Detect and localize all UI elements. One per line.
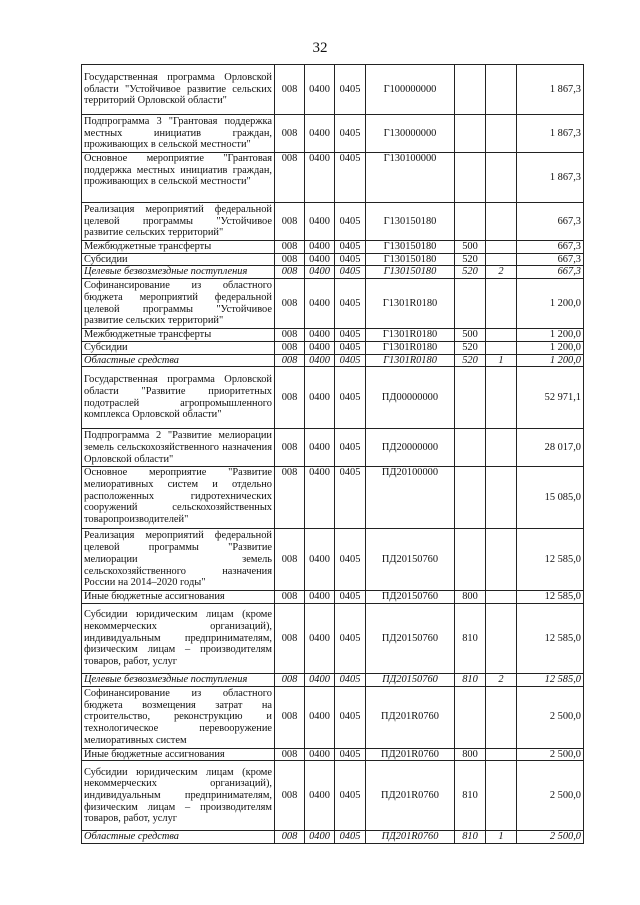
cell-expense-type xyxy=(455,279,486,329)
row-name: Подпрограмма 2 "Развитие мелиорации земель сельскохозяйственного назначения Орловской области" xyxy=(82,429,275,467)
cell-amount: 1 200,0 xyxy=(517,354,584,367)
cell-section: 0400 xyxy=(305,748,335,761)
cell-expense-type: 800 xyxy=(455,748,486,761)
cell-target-article: Г1301R0180 xyxy=(366,329,455,342)
budget-table xyxy=(81,64,584,844)
row-name: Иные бюджетные ассигнования xyxy=(82,591,275,604)
cell-expense-type xyxy=(455,203,486,241)
cell-amount: 1 200,0 xyxy=(517,329,584,342)
cell-section: 0400 xyxy=(305,831,335,844)
cell-section: 0400 xyxy=(305,761,335,831)
row-name: Областные средства xyxy=(82,831,275,844)
table-row xyxy=(82,673,584,686)
cell-subsection: 0405 xyxy=(335,266,366,279)
cell-section: 0400 xyxy=(305,529,335,591)
table-row xyxy=(82,329,584,342)
cell-subsection: 0405 xyxy=(335,686,366,748)
cell-funding-source xyxy=(486,341,517,354)
cell-expense-type: 520 xyxy=(455,341,486,354)
cell-target-article: ПД201R0760 xyxy=(366,761,455,831)
cell-amount: 2 500,0 xyxy=(517,831,584,844)
cell-section: 0400 xyxy=(305,341,335,354)
cell-target-article: Г1301R0180 xyxy=(366,279,455,329)
row-name: Межбюджетные трансферты xyxy=(82,241,275,254)
cell-target-article: Г130100000 xyxy=(366,153,455,203)
table-row xyxy=(82,686,584,748)
table-row xyxy=(82,341,584,354)
cell-grbs: 008 xyxy=(275,203,305,241)
cell-target-article: ПД201R0760 xyxy=(366,831,455,844)
table-row xyxy=(82,591,584,604)
cell-funding-source: 1 xyxy=(486,831,517,844)
cell-grbs: 008 xyxy=(275,153,305,203)
cell-target-article: Г130000000 xyxy=(366,115,455,153)
cell-grbs: 008 xyxy=(275,673,305,686)
cell-expense-type: 810 xyxy=(455,673,486,686)
row-name: Целевые безвозмездные поступления xyxy=(82,266,275,279)
cell-amount: 12 585,0 xyxy=(517,673,584,686)
table-row xyxy=(82,748,584,761)
cell-expense-type xyxy=(455,115,486,153)
cell-grbs: 008 xyxy=(275,266,305,279)
cell-expense-type: 800 xyxy=(455,591,486,604)
table-row xyxy=(82,203,584,241)
table-row xyxy=(82,761,584,831)
cell-grbs: 008 xyxy=(275,253,305,266)
table-row xyxy=(82,153,584,203)
cell-section: 0400 xyxy=(305,467,335,529)
table-row xyxy=(82,467,584,529)
cell-subsection: 0405 xyxy=(335,203,366,241)
cell-expense-type xyxy=(455,65,486,115)
row-name: Субсидии xyxy=(82,341,275,354)
cell-expense-type xyxy=(455,429,486,467)
cell-amount: 2 500,0 xyxy=(517,686,584,748)
row-name: Подпрограмма 3 "Грантовая поддержка местных инициатив граждан, проживающих в сельской местности" xyxy=(82,115,275,153)
cell-section: 0400 xyxy=(305,591,335,604)
cell-target-article: ПД20150760 xyxy=(366,603,455,673)
cell-grbs: 008 xyxy=(275,591,305,604)
cell-subsection: 0405 xyxy=(335,761,366,831)
budget-table-body xyxy=(82,65,584,844)
cell-target-article: ПД201R0760 xyxy=(366,748,455,761)
row-name: Государственная программа Орловской области "Развитие приоритетных подотраслей агропромышленного комплекса Орловской области" xyxy=(82,367,275,429)
cell-section: 0400 xyxy=(305,279,335,329)
row-name: Реализация мероприятий федеральной целевой программы "Устойчивое развитие сельских территорий" xyxy=(82,203,275,241)
row-name: Целевые безвозмездные поступления xyxy=(82,673,275,686)
cell-subsection: 0405 xyxy=(335,367,366,429)
cell-funding-source xyxy=(486,253,517,266)
cell-section: 0400 xyxy=(305,115,335,153)
table-row xyxy=(82,65,584,115)
cell-amount: 52 971,1 xyxy=(517,367,584,429)
cell-amount: 15 085,0 xyxy=(517,467,584,529)
row-name: Иные бюджетные ассигнования xyxy=(82,748,275,761)
cell-section: 0400 xyxy=(305,266,335,279)
row-name: Софинансирование из областного бюджета возмещения затрат на строительство, реконструкцию и технологическое перевооружение мелиоративных систем xyxy=(82,686,275,748)
cell-target-article: ПД20100000 xyxy=(366,467,455,529)
cell-section: 0400 xyxy=(305,429,335,467)
row-name: Основное мероприятие "Грантовая поддержка местных инициатив граждан, проживающих в сельской местности" xyxy=(82,153,275,203)
cell-target-article: ПД20150760 xyxy=(366,673,455,686)
cell-section: 0400 xyxy=(305,603,335,673)
cell-grbs: 008 xyxy=(275,748,305,761)
cell-funding-source xyxy=(486,115,517,153)
cell-expense-type: 500 xyxy=(455,329,486,342)
cell-expense-type: 500 xyxy=(455,241,486,254)
cell-grbs: 008 xyxy=(275,467,305,529)
cell-target-article: ПД20150760 xyxy=(366,591,455,604)
cell-amount: 1 200,0 xyxy=(517,341,584,354)
cell-amount: 1 867,3 xyxy=(517,153,584,203)
cell-subsection: 0405 xyxy=(335,241,366,254)
cell-amount: 667,3 xyxy=(517,253,584,266)
cell-subsection: 0405 xyxy=(335,329,366,342)
cell-grbs: 008 xyxy=(275,761,305,831)
cell-funding-source xyxy=(486,603,517,673)
cell-expense-type: 810 xyxy=(455,831,486,844)
cell-section: 0400 xyxy=(305,253,335,266)
cell-amount: 1 867,3 xyxy=(517,65,584,115)
cell-expense-type xyxy=(455,367,486,429)
cell-funding-source xyxy=(486,467,517,529)
table-row xyxy=(82,367,584,429)
cell-subsection: 0405 xyxy=(335,591,366,604)
table-row xyxy=(82,603,584,673)
row-name: Государственная программа Орловской области "Устойчивое развитие сельских территорий Орловской области" xyxy=(82,65,275,115)
cell-amount: 667,3 xyxy=(517,203,584,241)
cell-amount: 2 500,0 xyxy=(517,761,584,831)
cell-section: 0400 xyxy=(305,65,335,115)
cell-subsection: 0405 xyxy=(335,429,366,467)
cell-section: 0400 xyxy=(305,329,335,342)
cell-section: 0400 xyxy=(305,153,335,203)
cell-amount: 667,3 xyxy=(517,241,584,254)
cell-subsection: 0405 xyxy=(335,467,366,529)
table-row xyxy=(82,354,584,367)
cell-funding-source xyxy=(486,367,517,429)
cell-section: 0400 xyxy=(305,203,335,241)
table-row xyxy=(82,253,584,266)
cell-target-article: Г1301R0180 xyxy=(366,341,455,354)
cell-subsection: 0405 xyxy=(335,673,366,686)
cell-amount: 667,3 xyxy=(517,266,584,279)
cell-grbs: 008 xyxy=(275,329,305,342)
cell-expense-type xyxy=(455,686,486,748)
cell-subsection: 0405 xyxy=(335,529,366,591)
cell-funding-source xyxy=(486,761,517,831)
cell-funding-source: 2 xyxy=(486,673,517,686)
cell-target-article: Г130150180 xyxy=(366,266,455,279)
table-row xyxy=(82,279,584,329)
cell-amount: 1 867,3 xyxy=(517,115,584,153)
cell-subsection: 0405 xyxy=(335,603,366,673)
cell-grbs: 008 xyxy=(275,603,305,673)
cell-subsection: 0405 xyxy=(335,354,366,367)
cell-target-article: Г1301R0180 xyxy=(366,354,455,367)
cell-target-article: Г130150180 xyxy=(366,253,455,266)
cell-amount: 12 585,0 xyxy=(517,591,584,604)
cell-subsection: 0405 xyxy=(335,153,366,203)
cell-amount: 1 200,0 xyxy=(517,279,584,329)
cell-subsection: 0405 xyxy=(335,115,366,153)
cell-target-article: Г100000000 xyxy=(366,65,455,115)
row-name: Софинансирование из областного бюджета мероприятий федеральной целевой программы "Устойчивое развитие сельских территорий" xyxy=(82,279,275,329)
cell-funding-source xyxy=(486,65,517,115)
table-row xyxy=(82,241,584,254)
cell-grbs: 008 xyxy=(275,65,305,115)
cell-funding-source: 2 xyxy=(486,266,517,279)
cell-subsection: 0405 xyxy=(335,748,366,761)
cell-funding-source xyxy=(486,203,517,241)
cell-target-article: ПД201R0760 xyxy=(366,686,455,748)
cell-subsection: 0405 xyxy=(335,341,366,354)
row-name: Областные средства xyxy=(82,354,275,367)
cell-grbs: 008 xyxy=(275,686,305,748)
cell-amount: 2 500,0 xyxy=(517,748,584,761)
cell-funding-source xyxy=(486,153,517,203)
table-row xyxy=(82,266,584,279)
cell-subsection: 0405 xyxy=(335,65,366,115)
cell-amount: 12 585,0 xyxy=(517,603,584,673)
cell-grbs: 008 xyxy=(275,354,305,367)
cell-grbs: 008 xyxy=(275,279,305,329)
row-name: Межбюджетные трансферты xyxy=(82,329,275,342)
cell-funding-source xyxy=(486,748,517,761)
table-row xyxy=(82,831,584,844)
cell-expense-type xyxy=(455,153,486,203)
table-row xyxy=(82,115,584,153)
cell-grbs: 008 xyxy=(275,115,305,153)
row-name: Субсидии юридическим лицам (кроме некоммерческих организаций), индивидуальным предпринимателям, физическим лицам – производителям товаров, работ, услуг xyxy=(82,761,275,831)
cell-target-article: Г130150180 xyxy=(366,203,455,241)
cell-expense-type xyxy=(455,467,486,529)
cell-funding-source xyxy=(486,241,517,254)
row-name: Субсидии юридическим лицам (кроме некоммерческих организаций), индивидуальным предпринимателям, физическим лицам – производителям товаров, работ, услуг xyxy=(82,603,275,673)
cell-grbs: 008 xyxy=(275,429,305,467)
table-row xyxy=(82,529,584,591)
cell-grbs: 008 xyxy=(275,367,305,429)
cell-funding-source xyxy=(486,686,517,748)
cell-expense-type: 520 xyxy=(455,266,486,279)
table-row xyxy=(82,429,584,467)
cell-expense-type: 520 xyxy=(455,253,486,266)
cell-target-article: ПД20000000 xyxy=(366,429,455,467)
page-number: 32 xyxy=(312,40,328,56)
cell-section: 0400 xyxy=(305,367,335,429)
cell-amount: 28 017,0 xyxy=(517,429,584,467)
cell-grbs: 008 xyxy=(275,341,305,354)
row-name: Субсидии xyxy=(82,253,275,266)
cell-funding-source xyxy=(486,591,517,604)
cell-funding-source xyxy=(486,529,517,591)
cell-subsection: 0405 xyxy=(335,253,366,266)
cell-grbs: 008 xyxy=(275,241,305,254)
cell-subsection: 0405 xyxy=(335,279,366,329)
row-name: Реализация мероприятий федеральной целевой программы "Развитие мелиорации земель сельскохозяйственного назначения России на 2014–2020 годы" xyxy=(82,529,275,591)
cell-expense-type: 520 xyxy=(455,354,486,367)
cell-grbs: 008 xyxy=(275,831,305,844)
cell-subsection: 0405 xyxy=(335,831,366,844)
cell-target-article: ПД20150760 xyxy=(366,529,455,591)
cell-section: 0400 xyxy=(305,673,335,686)
row-name: Основное мероприятие "Развитие мелиоративных систем и отдельно расположенных гидротехнических сооружений сельскохозяйственных товаропроизводителей" xyxy=(82,467,275,529)
cell-section: 0400 xyxy=(305,686,335,748)
cell-funding-source xyxy=(486,279,517,329)
cell-expense-type xyxy=(455,529,486,591)
cell-section: 0400 xyxy=(305,241,335,254)
cell-target-article: Г130150180 xyxy=(366,241,455,254)
cell-expense-type: 810 xyxy=(455,761,486,831)
cell-grbs: 008 xyxy=(275,529,305,591)
cell-expense-type: 810 xyxy=(455,603,486,673)
cell-funding-source: 1 xyxy=(486,354,517,367)
cell-target-article: ПД00000000 xyxy=(366,367,455,429)
cell-amount: 12 585,0 xyxy=(517,529,584,591)
cell-section: 0400 xyxy=(305,354,335,367)
cell-funding-source xyxy=(486,429,517,467)
cell-funding-source xyxy=(486,329,517,342)
